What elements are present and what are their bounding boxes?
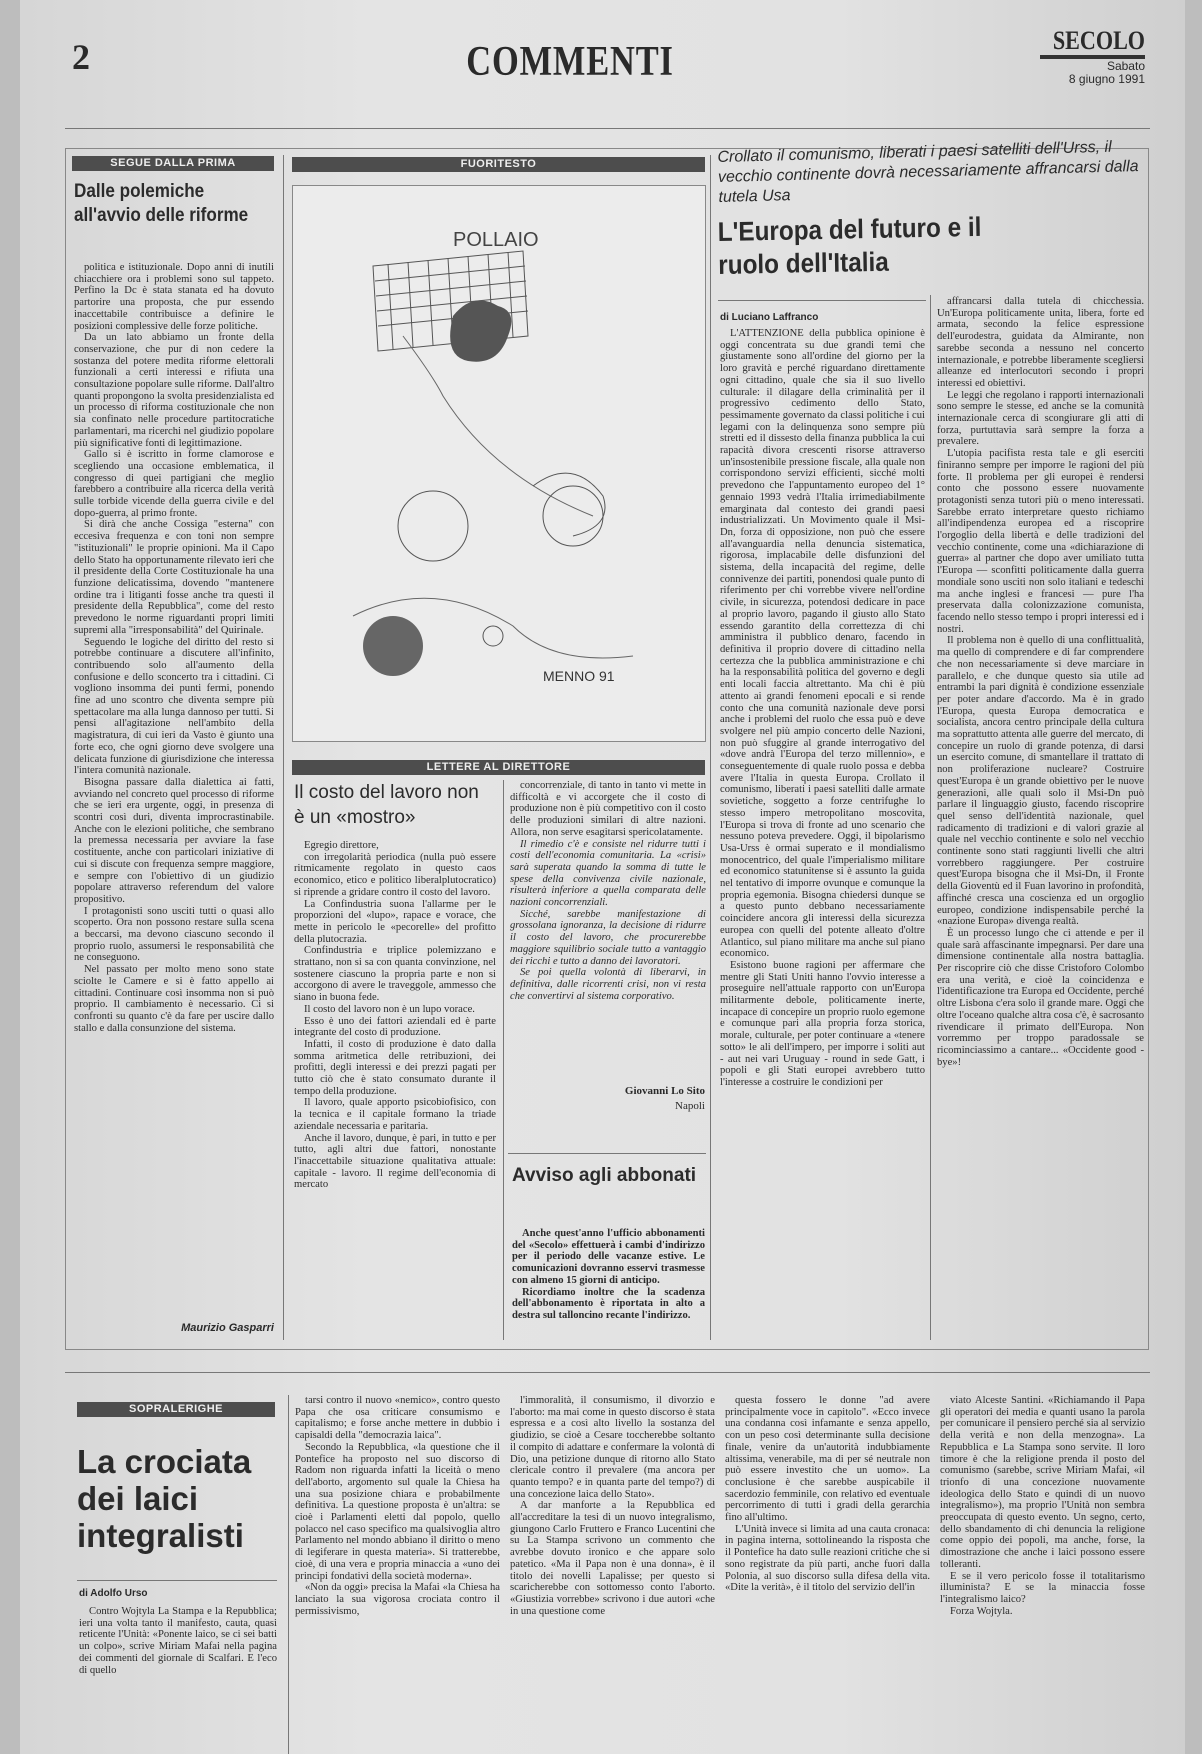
kicker-sopralerighe: SOPRALERIGHE (77, 1402, 275, 1417)
paragraph: Ricordiamo inoltre che la scadenza dell'abbonamento è riportata in alto a destra sul talloncino recante l'indirizzo. (512, 1286, 705, 1321)
notice-rule (508, 1153, 706, 1154)
letter-body-col2 (510, 780, 706, 1075)
paragraph: L'Unità invece si limita ad una cauta cronaca: in pagina interna, sottolineando la risposta che il Pontefice ha dato sulle reazioni critiche che si sono registrate da più parti, anche fuori dalla Polonia, al suo discorso sulla difesa della vita. «Dite la verità», è il titolo del servizio dell'in (725, 1523, 930, 1594)
paragraph: Nel passato per molto meno sono state sciolte le Camere e si è fatto appello ai cittadini. Continuare così insomma non si può proprio. Il cambiamento è necessario. Ci si confronti su quanto c'è da fare per uscire dallo stallo e dalla consunzione del sistema. (74, 964, 274, 1034)
kicker-fuoritesto: FUORITESTO (292, 157, 705, 172)
paragraph: È un processo lungo che ci attende e per il quale sarà affascinante impegnarsi. Per dare una dimensione continentale alla nostra battaglia. Per riscoprire ciò che disse Cristoforo Colombo era una verità, e cioè la coincidenza e l'identificazione tra Europa ed Occidente, perché oltre Lisbona c'era solo il grande mare. Oggi che oltre l'oceano qualche altra cosa c'è, è sacrosanto rivendicare il primato dell'Europa. Non vorremmo per troppo paradossale se ricominciassimo a cantare... «Occidente good - bye»! (937, 927, 1144, 1068)
paragraph: Se poi quella volontà di liberarvi, in definitiva, dalle ricorrenti crisi, non vi resta che convertirvi al sistema corporativo. (510, 967, 706, 1002)
europe-body-col2 (937, 296, 1144, 1340)
cartoon-signature: MENNO 91 (543, 668, 615, 684)
figure-icon (398, 491, 468, 561)
paragraph: affrancarsi dalla tutela di chicchessia. Un'Europa politicamente unita, libera, forte ed armata, secondo la felice espressione dell'eurodestra, guidata da Almirante, non sarebbe seconda a nessuno nel concerto internazionale, e potrebbe liberamente scegliersi alleanze ed interlocutori secondo i propri interessi ed obiettivi. (937, 296, 1144, 389)
paragraph: l'immoralità, il consumismo, il divorzio e l'aborto: ma mai come in questo discorso è stata espressa e a così alto livello la sostanza del giudizio, se cioè a Cesare toccherebbe soltanto il compito di adattare e confermare la volontà di Dio, una petizione dunque di ritorno allo Stato clericale contro il prevalere (ma ancora per quanto tempo? e in quanta parte del tempo?) di una concezione laica dello Stato». (510, 1395, 715, 1500)
byline-rule (77, 1580, 277, 1581)
section-title: COMMENTI (466, 39, 674, 85)
cartoon-frame (292, 185, 706, 742)
paragraph: Da un lato abbiamo un fronte della conservazione, che pur di non cedere la sostanza del potere medita riforme elettorali funzionali a certi interessi e rifiuta una consultazione popolare sulle riforme. Dall'altro quanti propongono la svolta presidenzialista ed un processo di riforma costituzionale che non sia confinato nelle procedure partitocratiche parlamentari, ma ricerchi nel giudizio popolare più significative fonti di legittimazione. (74, 332, 274, 449)
day: Sabato (1106, 59, 1145, 73)
bottom-section-rule (65, 1372, 1150, 1373)
paragraph: Sicché, sarebbe manifestazione di grossolana ignoranza, la decisione di ridurre il costo del lavoro, che procurerebbe maggiore squilibrio sociale tutto a vantaggio dei ricchi e tutto a danno dei lavoratori. (510, 908, 706, 967)
letter-city: Napoli (675, 1100, 705, 1112)
bottom-body-col4 (725, 1395, 930, 1754)
headline-europa: L'Europa del futuro e il ruolo dell'Italia (717, 211, 982, 280)
bottom-body-col5 (940, 1395, 1145, 1754)
column-divider (930, 295, 931, 1340)
column-divider (288, 1395, 289, 1754)
bottom-body-col1 (79, 1606, 277, 1754)
byline-rule (718, 300, 926, 301)
paragraph: Gallo si è iscritto in forme clamorose e scegliendo una occasione emblematica, il congresso di quei partigiani che meglio farebbero a contribuire alla ricerca della verità sulle torbide vicende della guerra civile e del dopo-guerra, al primo fronte. (74, 449, 274, 519)
paragraph: Forza Wojtyla. (950, 1605, 1013, 1617)
figure-icon (363, 616, 423, 676)
letter-author: Giovanni Lo Sito (624, 1085, 705, 1097)
paragraph: con irregolarità periodica (nulla può essere ritmicamente regolato in questo caos economico, etico e politico liberalplutocratico) si riprende a gridare contro il costo del lavoro. (294, 851, 496, 898)
paragraph: Le leggi che regolano i rapporti internazionali sono sempre le stesse, ed anche se la comunità internazionale cerca di scongiurare gli atti di forza, purtuttavia sarà sempre la forza a prevalere. (937, 389, 1144, 448)
europe-byline: di Luciano Laffranco (720, 312, 819, 323)
paragraph: Secondo la Repubblica, «la questione che il Pontefice ha proposto nel suo discorso di Radom non riguarda infatti la liceità o meno dell'aborto, argomento sul quale la Chiesa ha una sua posizione chiara e probabilmente definitiva. La questione proposta è un'altra: se cioè i Parlamenti eletti dal popolo, quello polacco nel caso specifico ma qualsivoglia altro Parlamento nel mondo abbiano il diritto o meno di legiferare in questa materia». Si tratterebbe, cioè, di una vera e propria minaccia a «uno dei principi fondativi della società moderna». (295, 1441, 500, 1582)
dateline (1010, 60, 1145, 86)
paragraph: concorrenziale, di tanto in tanto vi mette in difficoltà e vi accorgete che il costo di produzione non è più competitivo con il costo delle produzioni similari di altre nazioni. Allora, non serve esagitarsi spericolatamente. (510, 780, 706, 838)
page-number: 2 (72, 37, 90, 77)
paragraph: Bisogna passare dalla dialettica ai fatti, avviando nel concreto quel processo di riforme che se ieri era urgente, oggi, in presenza di scontri così duri, diventa improcrastinabile. Anche con le elezioni politiche, che sembrano la premessa necessaria per avviare la fase costituente, anche con particolari iniziative di cui si discute con frequenza sempre maggiore, e sempre con l'obiettivo di un giudizio popolare attraverso referendum del valore propositivo. (74, 776, 274, 905)
newspaper-logo: SECOLO (1052, 26, 1145, 55)
cartoon-caption: POLLAIO (453, 229, 539, 251)
letter-body-col1 (294, 840, 496, 1330)
fox-icon (450, 300, 511, 361)
column-divider (503, 780, 504, 1340)
paragraph: Anche quest'anno l'ufficio abbonamenti del «Secolo» effettuerà i cambi d'indirizzo per il periodo delle vacanze estive. Le comunicazioni dovranno esservi trasmesse con almeno 15 giorni di anticipo. (512, 1228, 705, 1286)
cartoon-illustration (293, 186, 705, 741)
bottom-body-col3 (510, 1395, 715, 1754)
paragraph: Contro Wojtyla La Stampa e la Repubblica; ieri una volta tanto il manifesto, cauta, quasi reticente l'Unità: «Ponente laico, se ci sei batti un colpo», scrive Miriam Mafai nella pagina dei commenti del giornale di Scalfari. E l'eco di quello (79, 1606, 277, 1676)
paragraph: I protagonisti sono usciti tutti o quasi allo scoperto. Ora non possono restare sulla scena a beccarsi, ma devono ciascuno secondo il proprio ruolo, assumersi le responsabilità che ne conseguono. (74, 905, 274, 964)
date: 8 giugno 1991 (1068, 72, 1145, 86)
kicker-segue: SEGUE DALLA PRIMA (72, 156, 274, 171)
headline-avviso: Avviso agli abbonati (512, 1165, 697, 1186)
bottom-byline: di Adolfo Urso (79, 1588, 148, 1599)
paragraph: politica e istituzionale. Dopo anni di inutili chiacchiere ora i problemi sono sul tappeto. Perfino la Dc è stata stanata ed ha dovuto partorire una proposta, che pur essendo inaccettabile contribuisce a definire le posizioni complessive delle forze politiche. (74, 262, 274, 332)
paragraph: A dar manforte a la Repubblica ed all'accreditare la tesi di un nuovo integralismo, giungono Carlo Fruttero e Franco Lucentini che su La Stampa scrivono un commento che avrebbe dovuto ironico e che appare solo patetico. «Ma il Papa non è una donna», è il titolo dei novelli Lapalisse; per questo si scaricherebbe con sottomesso conto l'aborto. «Giustizia vorrebbe» scrivono i due autori «che in una questione come (510, 1500, 715, 1617)
paragraph: Anche il lavoro, dunque, è pari, in tutto e per tutto, agli altri due fattori, nonostante l'inaccettabile situazione qualitativa attuale: capitale - lavoro. Il regime dell'economia di mercato (294, 1132, 496, 1191)
europe-body-col1 (720, 328, 925, 1340)
paragraph: Egregio direttore, (304, 840, 379, 851)
paragraph: Esistono buone ragioni per affermare che mentre gli Stati Uniti hanno l'ovvio interesse a proseguire nell'attuale rapporto con un'Europa militarmente debole, politicamente inerte, incapace di concepire un proprio ruolo egemone e comunque pari alla propria forza storica, morale, culturale, per poter continuare a «tenere sotto» le ali dell'impero, per imporre i soliti aut - aut nei vari Uruguay - round in sede Gatt, i popoli e gli Stati europei avrebbero tutto l'interesse a costruire le condizioni per (720, 959, 925, 1088)
bottom-body-col2 (295, 1395, 500, 1754)
column-divider (283, 155, 284, 1340)
paragraph: Esso è uno dei fattori aziendali ed è parte integrante del costo di produzione. (294, 1015, 496, 1039)
paragraph: E se il vero pericolo fosse il totalitarismo illuminista? E se la minaccia fosse l'integralismo laico? (940, 1570, 1145, 1605)
paragraph: L'ATTENZIONE della pubblica opinione è oggi concentrata su due grandi temi che giustamente sono all'ordine del giorno per la loro gravità e perché riguardano direttamente ogni cittadino, quale che sia il suo livello culturale: il dilagare della criminalità per il progressivo cedimento dello Stato, pessimamente governato da classi politiche i cui legami con la delinquenza sono sempre più stretti ed il dissesto della finanza pubblica la cui rapacità divora crescenti risorse attraverso un'insostenibile pressione fiscale, alla quale non corrispondono servizi efficienti, sicché molti prevedono che l'appuntamento europeo del 1° gennaio 1993 vedrà l'Italia irrimediabilmente emarginata dal contesto dei grandi paesi industrializzati. Un Movimento quale il Msi-Dn, forza di opposizione, non può che essere all'avanguardia nella denuncia sistematica, rigorosa, implacabile delle disfunzioni del sistema, della incapacità del regime, delle connivenze dei partiti, ponendosi quale punto di riferimento per chi vorrebbe vivere nell'ordine civile, in sicurezza, potendosi dedicare in pace al proprio lavoro, pagando il giusto allo Stato essendo garantito della correttezza di chi amministra il pubblico denaro, facendo in definitiva il proprio dovere di cittadino nella certezza che la pubblica amministrazione e chi ha la responsabilità politica del governo e degli enti locali faccia altrettanto. Ma chi è più attento ai grandi fenomeni epocali e si rende conto che una comunità nazionale deve porsi anche i problemi del ruolo che essa può e deve svolgere nel più ampio concerto delle Nazioni, non può sfuggire al grande interrogativo del «dove andrà l'Europa del terzo millennio», e conseguentemente di quale ruolo possa e debba avere l'Italia in questa Europa. Crollato il comunismo, liberati i paesi satelliti dalle armate sovietiche, soggetto a forze centrifughe lo stesso impero metropolitano moscovita, l'Europa si trova di fronte ad uno scenario che nessuno poteva prevedere. Oggi, il bipolarismo Usa-Urss è ormai superato e il mondialismo monocentrico, del quale l'imperialismo militare ed economico statunitense si è assunto la guida nel tentativo di imporre ovunque e comunque la propria egemonia. Bisogna chiedersi dunque se a questo punto debbano necessariamente coincidere ancora gli interessi della sicurezza europea con quelli del potente alleato d'oltre Atlantico, sul piano militare ma anche sul piano economico. (720, 328, 925, 960)
paragraph: «Non da oggi» precisa la Mafai «la Chiesa ha lanciato la sua vigorosa crociata contro il permissivismo, (295, 1582, 500, 1617)
europe-kicker: Crollato il comunismo, liberati i paesi satelliti dell'Urss, il vecchio continente dovrà necessariamente affrancarsi dalla tutela Usa (717, 138, 1139, 206)
headline-costo-lavoro: Il costo del lavoro non è un «mostro» (294, 782, 479, 828)
paragraph: L'utopia pacifista resta tale e gli eserciti finiranno sempre per imporre le ragioni del più forte. Il problema per gli europei è rendersi conto che possono essere nuovamente protagonisti senza tutori più o meno interessati. Sarebbe errato interpretare questo richiamo all'indipendenza europea ed a riscoprire l'orgoglio della libertà e delle tradizioni del vecchio continente, come una «dichiarazione di guerra» al partner che dopo aver umiliato tutta l'Europa — sconfitti politicamente dalla guerra mondiale sono usciti non solo italiani e tedeschi ma anche inglesi e francesi — pure l'ha preservata dalla colonizzazione comunista, facendo nello stesso tempo i propri interessi ed i nostri. (937, 448, 1144, 635)
paragraph: Il rimedio c'è e consiste nel ridurre tutti i costi dell'economia comunitaria. La «crisi» sarà superata quando la somma di tutte le spese della convivenza civile nazionale, risulterà inferiore a quella comparata delle nazioni concorrenziali. (510, 838, 706, 909)
paragraph: Infatti, il costo di produzione è dato dalla somma aritmetica delle retribuzioni, dei profitti, degli interessi e dei prezzi pagati per tutto ciò che è stato consumato durante il tempo della produzione. (294, 1038, 496, 1097)
header-rule (65, 128, 1150, 129)
paragraph: tarsi contro il nuovo «nemico», contro questo Papa che osa criticare consumismo e capitalismo; e forse anche mettere in dubbio i capisaldi della "democrazia laica". (295, 1395, 500, 1442)
paragraph: Il lavoro, quale apporto psicobiofisico, con la tecnica e il capitale formano la triade aziendale necessaria e paritaria. (294, 1097, 496, 1132)
paragraph: Il problema non è quello di una conflittualità, ma quello di comprendere e di far comprendere che non necessariamente si deve marciare in parallelo, e che dunque questo sia utile ad entrambi la pari dignità è condizione essenziale per poter andare d'accordo. Ma è in grado l'Europa, questa Europa democratica e socialista, ancora centro principale della cultura ma soprattutto attenta alle guerre del mercato, di concepire un ruolo di grande potenza, di darsi un esercito comune, di smantellare il trattato di non proliferazione nucleare? Costruire quest'Europa è un grande obiettivo per le nuove generazioni, alle quali solo il Msi-Dn può parlare il linguaggio giusto, facendo riscoprire quel senso dell'identità nazionale, quel radicamento di tradizioni e di valori grazie al quale nel vecchio continente e solo nel vecchio continente sono stati raggiunti livelli che altri vorrebbero raggiungere. Per costruire quest'Europa bisogna che il Msi-Dn, il Fronte della Gioventù ed il Fuan lavorino in profondità, affinché cresca una coscienza ed un orgoglio europeo, condizione indispensabile perché la «nazione Europa» divenga realtà. (937, 635, 1144, 928)
kicker-lettere: LETTERE AL DIRETTORE (292, 760, 705, 775)
column-divider (710, 155, 711, 1340)
paragraph: questa fossero le donne "ad avere principalmente voce in capitolo". «Ecco invece una condanna così infamante e senza appello, con un peso così determinante sulla decisione finale, venire da un'autorità indubbiamente altissima, venerabile, ma di per sé neutrale non può essere investito che un uomo». La conclusione è che sarebbe auspicabile il sacerdozio femminile, con relativo ed eventuale percorrimento di tutti i gradi della gerarchia fino all'ultimo. (725, 1395, 930, 1524)
paragraph: Si dirà che anche Cossiga "esterna" con eccesiva frequenza e con toni non sempre "istituzionali" le proprie opinioni. Ma il Capo dello Stato ha opportunamente rilevato ieri che il presidente della Corte Costituzionale ha una funzione delicatissima, dovendo "mantenere ordine tra i litiganti fosse anche tra questi il presidente della Repubblica", come del resto prevedono le norme riguardanti propri limiti supremi alla "irresponsabilità" del Quirinale. (74, 519, 274, 636)
notice-body (512, 1228, 705, 1338)
paragraph: viato Alceste Santini. «Richiamando il Papa gli operatori dei media e quanti usano la parola per comunicare il pensiero perché sia al servizio della verità e non della menzogna». La Repubblica e La Stampa sono servite. Il loro timore è che la religione prenda il posto del comunismo (sarebbe, scrive Miriam Mafai, «il trionfo di una concezione nuovamente ideologica dello Stato e quindi di un nuovo integralismo»), ma proprio l'Unità non sembra preoccupata di questo evento. Un segno, certo, dello sbandamento di chi denuncia la religione come oppio dei popoli, ma anche, forse, la dimostrazione che anche i laici possono essere tolleranti. (940, 1395, 1145, 1570)
paragraph: Seguendo le logiche del diritto del resto si potrebbe continuare a discutere all'infinito, contribuendo solo all'aumento della confusione e dello sconcerto tra i cittadini. Ci vogliono insomma dei punti fermi, ponendo fine ad uno scontro che diventa sempre più spettacolare ma alla lunga dannoso per tutti. Si pensi all'agitazione nell'ambito della magistratura, di cui ieri da Vasto è giunto una forte eco, che ogni giorno deve svolgere una delicata funzione di giurisdizione che interessa l'intera comunità nazionale. (74, 636, 274, 777)
headline-crociata: La crociata dei laici integralisti (77, 1443, 252, 1554)
paragraph: Confindustria e triplice polemizzano e strattano, non si sa con quanta convinzione, nel sostenere ciascuno la propria parte e non si accorgono di avere le traveggole, ammesso che siano in buona fede. (294, 945, 496, 1004)
author-signature: Maurizio Gasparri (181, 1322, 274, 1334)
paragraph: La Confindustria suona l'allarme per le proporzioni del «lupo», rapace e vorace, che mette in pericolo le «pecorelle» del profitto della plutocrazia. (294, 898, 496, 945)
article-body-riforme (74, 262, 274, 1317)
paragraph: Il costo del lavoro non è un lupo vorace. (304, 1003, 475, 1015)
headline-riforme: Dalle polemiche all'avvio delle riforme (74, 181, 249, 226)
